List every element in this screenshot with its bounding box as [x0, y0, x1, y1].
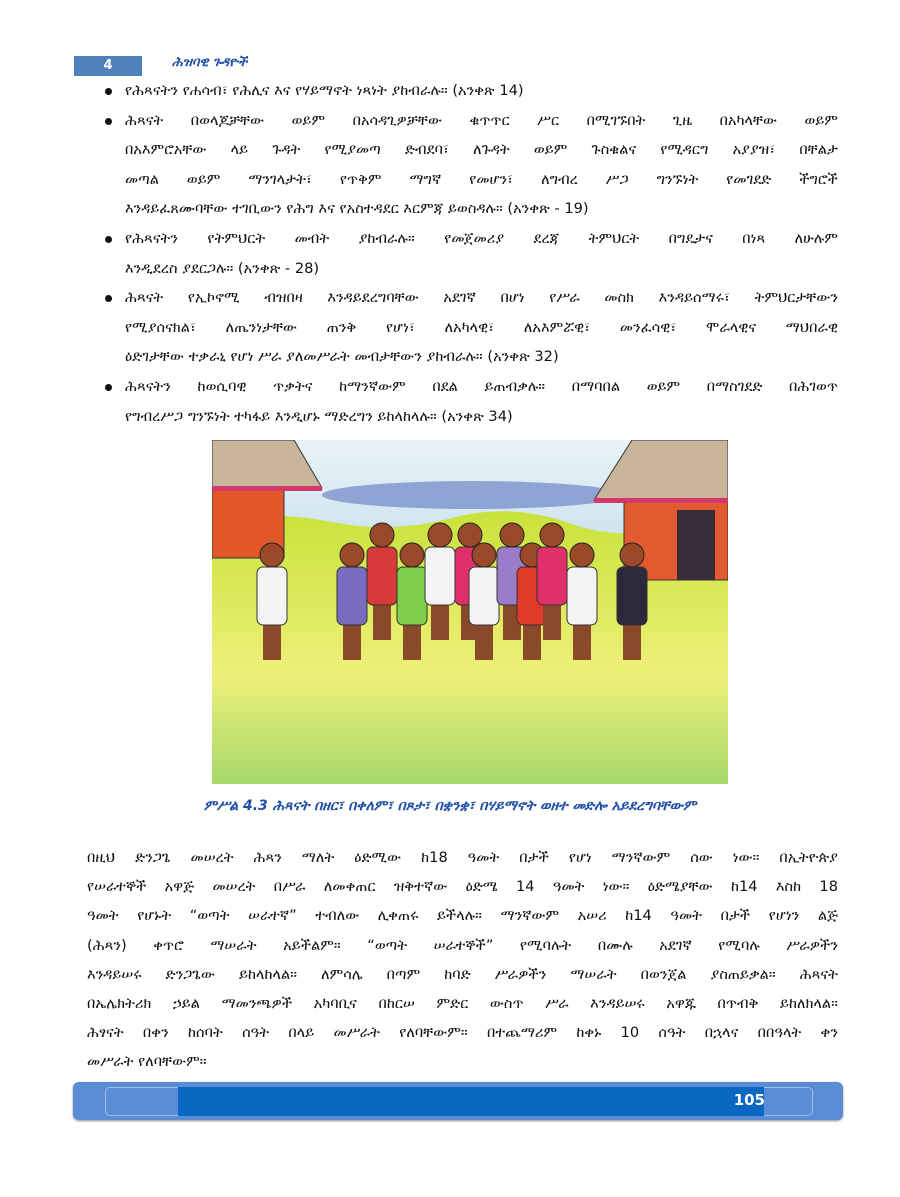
bullet-icon [105, 295, 112, 302]
text-line: በአእምሮአቸው ላይ ጉዳት የሚያመጣ ድብደባ፣ ለጉዳት ወይም ጉስቁልና የሚዳርግ አያያዝ፣ በቸልታ [125, 141, 838, 159]
bullet-list [105, 76, 838, 431]
text-line: ዕድገታቸው ተቃራኒ የሆነ ሥራ ያለመሥራት መብታቸውን ያከብራሉ። (አንቀጽ 32) [125, 348, 559, 366]
chapter-title: ሕዝባዊ ጉዳዮች [172, 55, 248, 70]
text-line: የሚያሰናክል፣ ለጤንነታቸው ጠንቅ የሆነ፣ ለአካላዊ፣ ለአእምሯዊ፣ መንፈሳዊ፣ ሞራላዊና ማህበራዊ [125, 318, 838, 336]
text-line: ሕፃናት በቀን ከሰባት ሰዓት በላይ መሥራት የለባቸውም። በተጨማሪም ከቀኑ 10 ሰዓት በኋላና በበዓላት ቀን [87, 1024, 838, 1042]
cloud [322, 481, 622, 509]
bullet-icon [105, 118, 112, 125]
text-line: (ሕጻን) ቀጥሮ ማሠራት አይችልም። “ወጣት ሠራተኞች” የሚባሉት በሙሉ አደገኛ የሚባሉ ሥራዎችን [87, 936, 838, 954]
text-line: ሕጻናት በወላጆቻቸው ወይም በአሳዳጊዎቻቸው ቁጥጥር ሥር በሚገኙበት ጊዜ በአካላቸው ወይም [125, 111, 838, 129]
text-line: መጣል ወይም ማንገላታት፣ የጥቅም ማግኛ የመሆን፣ ለግብረ ሥጋ ግንኙነት የመገደድ ችግሮች [125, 170, 838, 188]
bullet-icon [105, 88, 112, 95]
text-line: እንዲደረስ ያደርጋሉ። (አንቀጽ - 28) [125, 259, 320, 277]
list-item [105, 76, 838, 106]
body-paragraph [87, 843, 838, 1077]
text-line: ሕጻናትን ከወሲባዊ ጥቃትና ከማንኛውም በደል ይጠብቃሉ። በማባበል ወይም በማስገደድ በሕገወጥ [125, 377, 838, 395]
text-line: ዓመት የሆኑት “ወጣት ሠራተኛ” ተብለው ሊቀጠሩ ይችላሉ። ማንኛውም አሠሪ ከ14 ዓመት በታች የሆነን ልጅ [87, 907, 838, 925]
list-item [105, 283, 838, 372]
page-footer [73, 1082, 843, 1120]
figure-illustration [212, 440, 728, 784]
bullet-icon [105, 236, 112, 243]
text-line: እንዳይሠሩ ድንጋጌው ይከላከላል። ለምሳሌ በጣም ከባድ ሥራዎችን ማሠራት በወንጀል ያስጠይቃል። ሕጻናት [87, 965, 838, 983]
list-item [105, 224, 838, 283]
text-line: የሕጻናትን የትምህርት መብት ያከብራሉ። የመጀመሪያ ደረጃ ትምህርት በግዴታና በነጻ ለሁሉም [125, 229, 838, 247]
text-line: መሥራት የለባቸውም። [87, 1053, 207, 1071]
bullet-icon [105, 384, 112, 391]
children-group-illustration [212, 440, 728, 784]
text-line: ሕጻናት የኢኮኖሚ ብዝበዛ እንዳይደረግባቸው አደገኛ በሆነ የሥራ መስክ እንዳይሰማሩ፣ ትምህርታቸውን [125, 289, 838, 307]
list-item [105, 106, 838, 224]
text-line: የሠራተኞች አዋጅ መሠረት በሥራ ለመቀጠር ዝቅተኛው ዕድሜ 14 ዓመት ነው። ዕድሜያቸው ከ14 እስከ 18 [87, 878, 838, 896]
text-line: በኤሌክትሪክ ኃይል ማመንጫዎች አካባቢና በከርሠ ምድር ውስጥ ሥራ እንዳይሠሩ አዋጁ በጥብቅ ይከለክላል። [87, 994, 838, 1012]
chapter-number-badge: 4 [74, 56, 142, 76]
list-item [105, 372, 838, 431]
text-line: የግብረሥጋ ግንኙነት ተካፋይ እንዲሆኑ ማድረግን ይከላከላሉ። (አንቀጽ 34) [125, 407, 513, 425]
text-line: በዚህ ድንጋጌ መሠረት ሕጻን ማለት ዕድሚው ከ18 ዓመት በታች የሆነ ማንኛውም ሰው ነው። በኢትዮጵያ [87, 849, 838, 866]
text-line: የሕጻናትን የሐሳብ፣ የሕሊና እና የሃይማኖት ነጻነት ያከብራሉ። (አንቀጽ 14) [125, 82, 524, 99]
page-number: 105 [733, 1091, 765, 1109]
footer-bar [178, 1087, 764, 1116]
figure-caption: ምሥል 4.3 ሕጻናት በዘር፣ በቀለም፣ በጾታ፣ በቋንቋ፣ በሃይማኖት ወዘተ መድሎ አይደረግባቸውም [203, 798, 697, 814]
text-line: እንዳይፈጸሙባቸው ተገቢውን የሕግ እና የአስተዳደር እርምጃ ይወስዳሉ። (አንቀጽ - 19) [125, 200, 589, 218]
